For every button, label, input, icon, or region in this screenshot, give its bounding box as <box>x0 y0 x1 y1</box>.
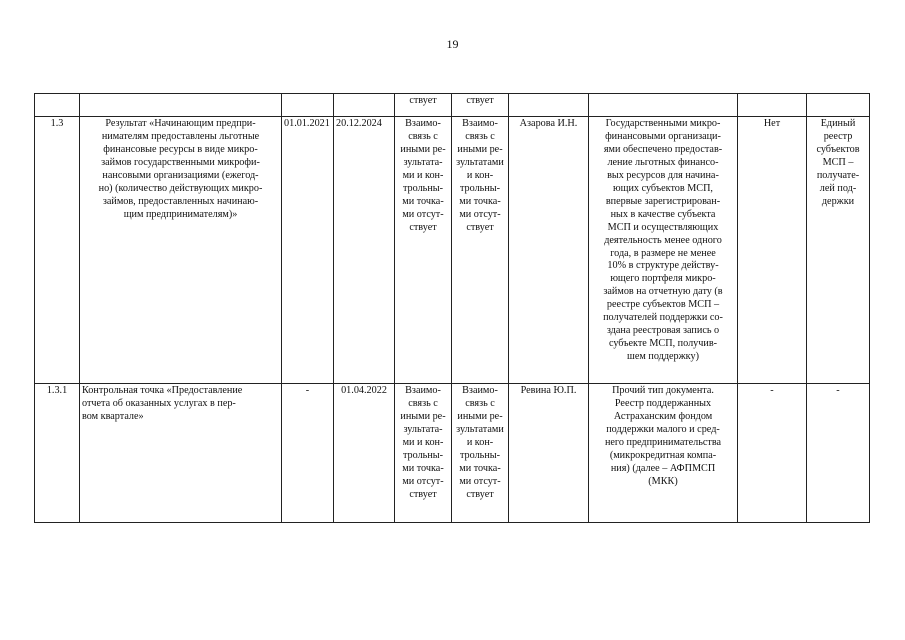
row-name: Контрольная точка «Предоставление отчета об оказанных услугах в пер- вом квартале» <box>80 384 282 523</box>
row-number: 1.3 <box>35 117 80 384</box>
row-flag: - <box>738 384 807 523</box>
plan-table <box>34 93 870 523</box>
cell-description <box>589 94 738 117</box>
row-other-partner-status: Взаимо- связь с иными ре- зультатами и кон- трольны- ми точка- ми отсут- ствует <box>452 384 509 523</box>
cell-source <box>807 94 870 117</box>
cell-num <box>35 94 80 117</box>
row-end-date: 20.12.2024 <box>334 117 395 384</box>
row-description: Прочий тип документа. Реестр поддержанных Астраханским фондом поддержки малого и сред- него предпринимательства (микрокредитная компа- ния) (далее – АФПМСП (МКК) <box>589 384 738 523</box>
row-number: 1.3.1 <box>35 384 80 523</box>
row-source: Единый реестр субъектов МСП – получате- лей под- держки <box>807 117 870 384</box>
row-partner-status: Взаимо- связь с иными ре- зультата- ми и кон- трольны- ми точка- ми отсут- ствует <box>395 117 452 384</box>
table-row <box>35 384 870 523</box>
continuation-row <box>35 94 870 117</box>
cell-end <box>334 94 395 117</box>
row-responsible: Азарова И.Н. <box>509 117 589 384</box>
row-start-date: 01.01.2021 <box>282 117 334 384</box>
row-source: - <box>807 384 870 523</box>
cell-partner-status: ствует <box>395 94 452 117</box>
row-other-partner-status: Взаимо- связь с иными ре- зультатами и кон- трольны- ми точка- ми отсут- ствует <box>452 117 509 384</box>
row-flag: Нет <box>738 117 807 384</box>
row-end-date: 01.04.2022 <box>334 384 395 523</box>
cell-responsible <box>509 94 589 117</box>
cell-name <box>80 94 282 117</box>
row-description: Государственными микро- финансовыми организаци- ями обеспечено предостав- ление льготных финансо- вых ресурсов для начина- ющих субъектов МСП, впервые зарегистрирован- ных в качестве субъекта МСП и осуществляющих деятельность менее одного года, в размере не менее 10% в структуре действу- ющего портфеля микро- займов на отчетную дату (в реестре субъектов МСП – получателей поддержки со- здана реестровая запись о субъекте МСП, получив- шем поддержку) <box>589 117 738 384</box>
row-start-date: - <box>282 384 334 523</box>
cell-start <box>282 94 334 117</box>
table-row <box>35 117 870 384</box>
cell-flag <box>738 94 807 117</box>
row-name: Результат «Начинающим предпри- нимателям предоставлены льготные финансовые ресурсы в виде микро- займов государственными микрофи- нансовыми организациями (ежегод- но) (количество действующих микро- займов, предоставленных начинаю- щим предпринимателям)» <box>80 117 282 384</box>
row-partner-status: Взаимо- связь с иными ре- зультата- ми и кон- трольны- ми точка- ми отсут- ствует <box>395 384 452 523</box>
cell-other-partner-status: ствует <box>452 94 509 117</box>
page-number: 19 <box>446 37 459 51</box>
row-responsible: Ревина Ю.П. <box>509 384 589 523</box>
